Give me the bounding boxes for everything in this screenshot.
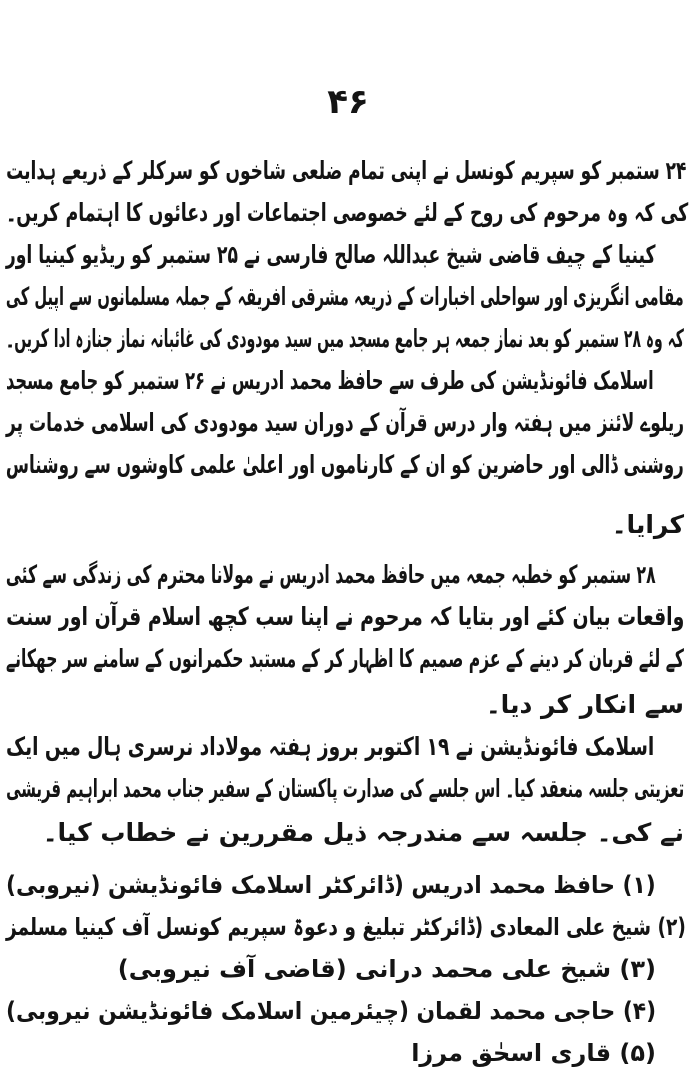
- text-line: کرایا۔: [611, 510, 684, 539]
- text-line: ۲۸ ستمبر کو خطبہ جمعہ میں حافظ محمد ادریس نے مولانا محترم کی زندگی سے کئی: [6, 560, 656, 589]
- text-line: نے کی۔ جلسہ سے مندرجہ ذیل مقررین نے خطاب کیا۔: [42, 818, 684, 847]
- text-line: ۲۴ ستمبر کو سپریم کونسل نے اپنی تمام ضلعی شاخوں کو سرکلر کے ذریعے ہدایت: [5, 156, 686, 185]
- text-line: کہ وہ ۲۸ ستمبر کو بعد نماز جمعہ ہر جامع مسجد میں سید مودودی کی غائبانہ نماز جنازہ ادا کریں۔: [6, 324, 684, 353]
- speaker-item: (۵) قاری اسحٰق مرزا: [411, 1039, 656, 1067]
- speaker-item: (۲) شیخ علی المعادی (ڈائرکٹر تبلیغ و دعوۃ سپریم کونسل آف کینیا مسلمز: [6, 913, 686, 941]
- text-line: تعزیتی جلسہ منعقد کیا۔ اس جلسے کی صدارت پاکستان کے سفیر جناب محمد ابراہیم قریشی: [5, 774, 684, 803]
- text-line: کے لئے قربان کر دینے کے عزم صمیم کا اظہار کر کے مستبد حکمرانوں کے سامنے سر جھکانے: [6, 644, 684, 673]
- text-line: اسلامک فائونڈیشن کی طرف سے حافظ محمد ادریس نے ۲۶ ستمبر کو جامع مسجد: [6, 366, 655, 395]
- text-line: ریلوے لائنز میں ہفتہ وار درس قرآن کے دوران سید مودودی کی اسلامی خدمات پر: [5, 408, 684, 437]
- text-line: روشنی ڈالی اور حاضرین کو ان کے کارناموں اور اعلیٰ علمی کاوشوں سے روشناس: [6, 450, 684, 479]
- text-line: واقعات بیان کئے اور بتایا کہ مرحوم نے اپنا سب کچھ اسلام قرآن اور سنت: [5, 602, 684, 631]
- text-line: کی کہ وہ مرحوم کی روح کے لئے خصوصی اجتماعات اور دعائوں کا اہتمام کریں۔: [5, 198, 688, 227]
- text-line: سے انکار کر دیا۔: [486, 690, 684, 719]
- text-line: کینیا کے چیف قاضی شیخ عبداللہ صالح فارسی نے ۲۵ ستمبر کو ریڈیو کینیا اور: [6, 240, 656, 269]
- text-line: مقامی انگریزی اور سواحلی اخبارات کے ذریعہ مشرقی افریقہ کے جملہ مسلمانوں سے اپیل کی: [6, 282, 684, 311]
- speaker-item: (۳) شیخ علی محمد درانی (قاضی آف نیروبی): [117, 955, 656, 983]
- page-number: ۴۶: [327, 82, 369, 122]
- speaker-item: (۱) حافظ محمد ادریس (ڈائرکٹر اسلامک فائونڈیشن (نیروبی): [6, 871, 656, 899]
- text-line: اسلامک فائونڈیشن نے ۱۹ اکتوبر بروز ہفتہ مولاداد نرسری ہال میں ایک: [5, 732, 654, 761]
- speaker-item: (۴) حاجی محمد لقمان (چیئرمین اسلامک فائونڈیشن نیروبی): [5, 997, 656, 1025]
